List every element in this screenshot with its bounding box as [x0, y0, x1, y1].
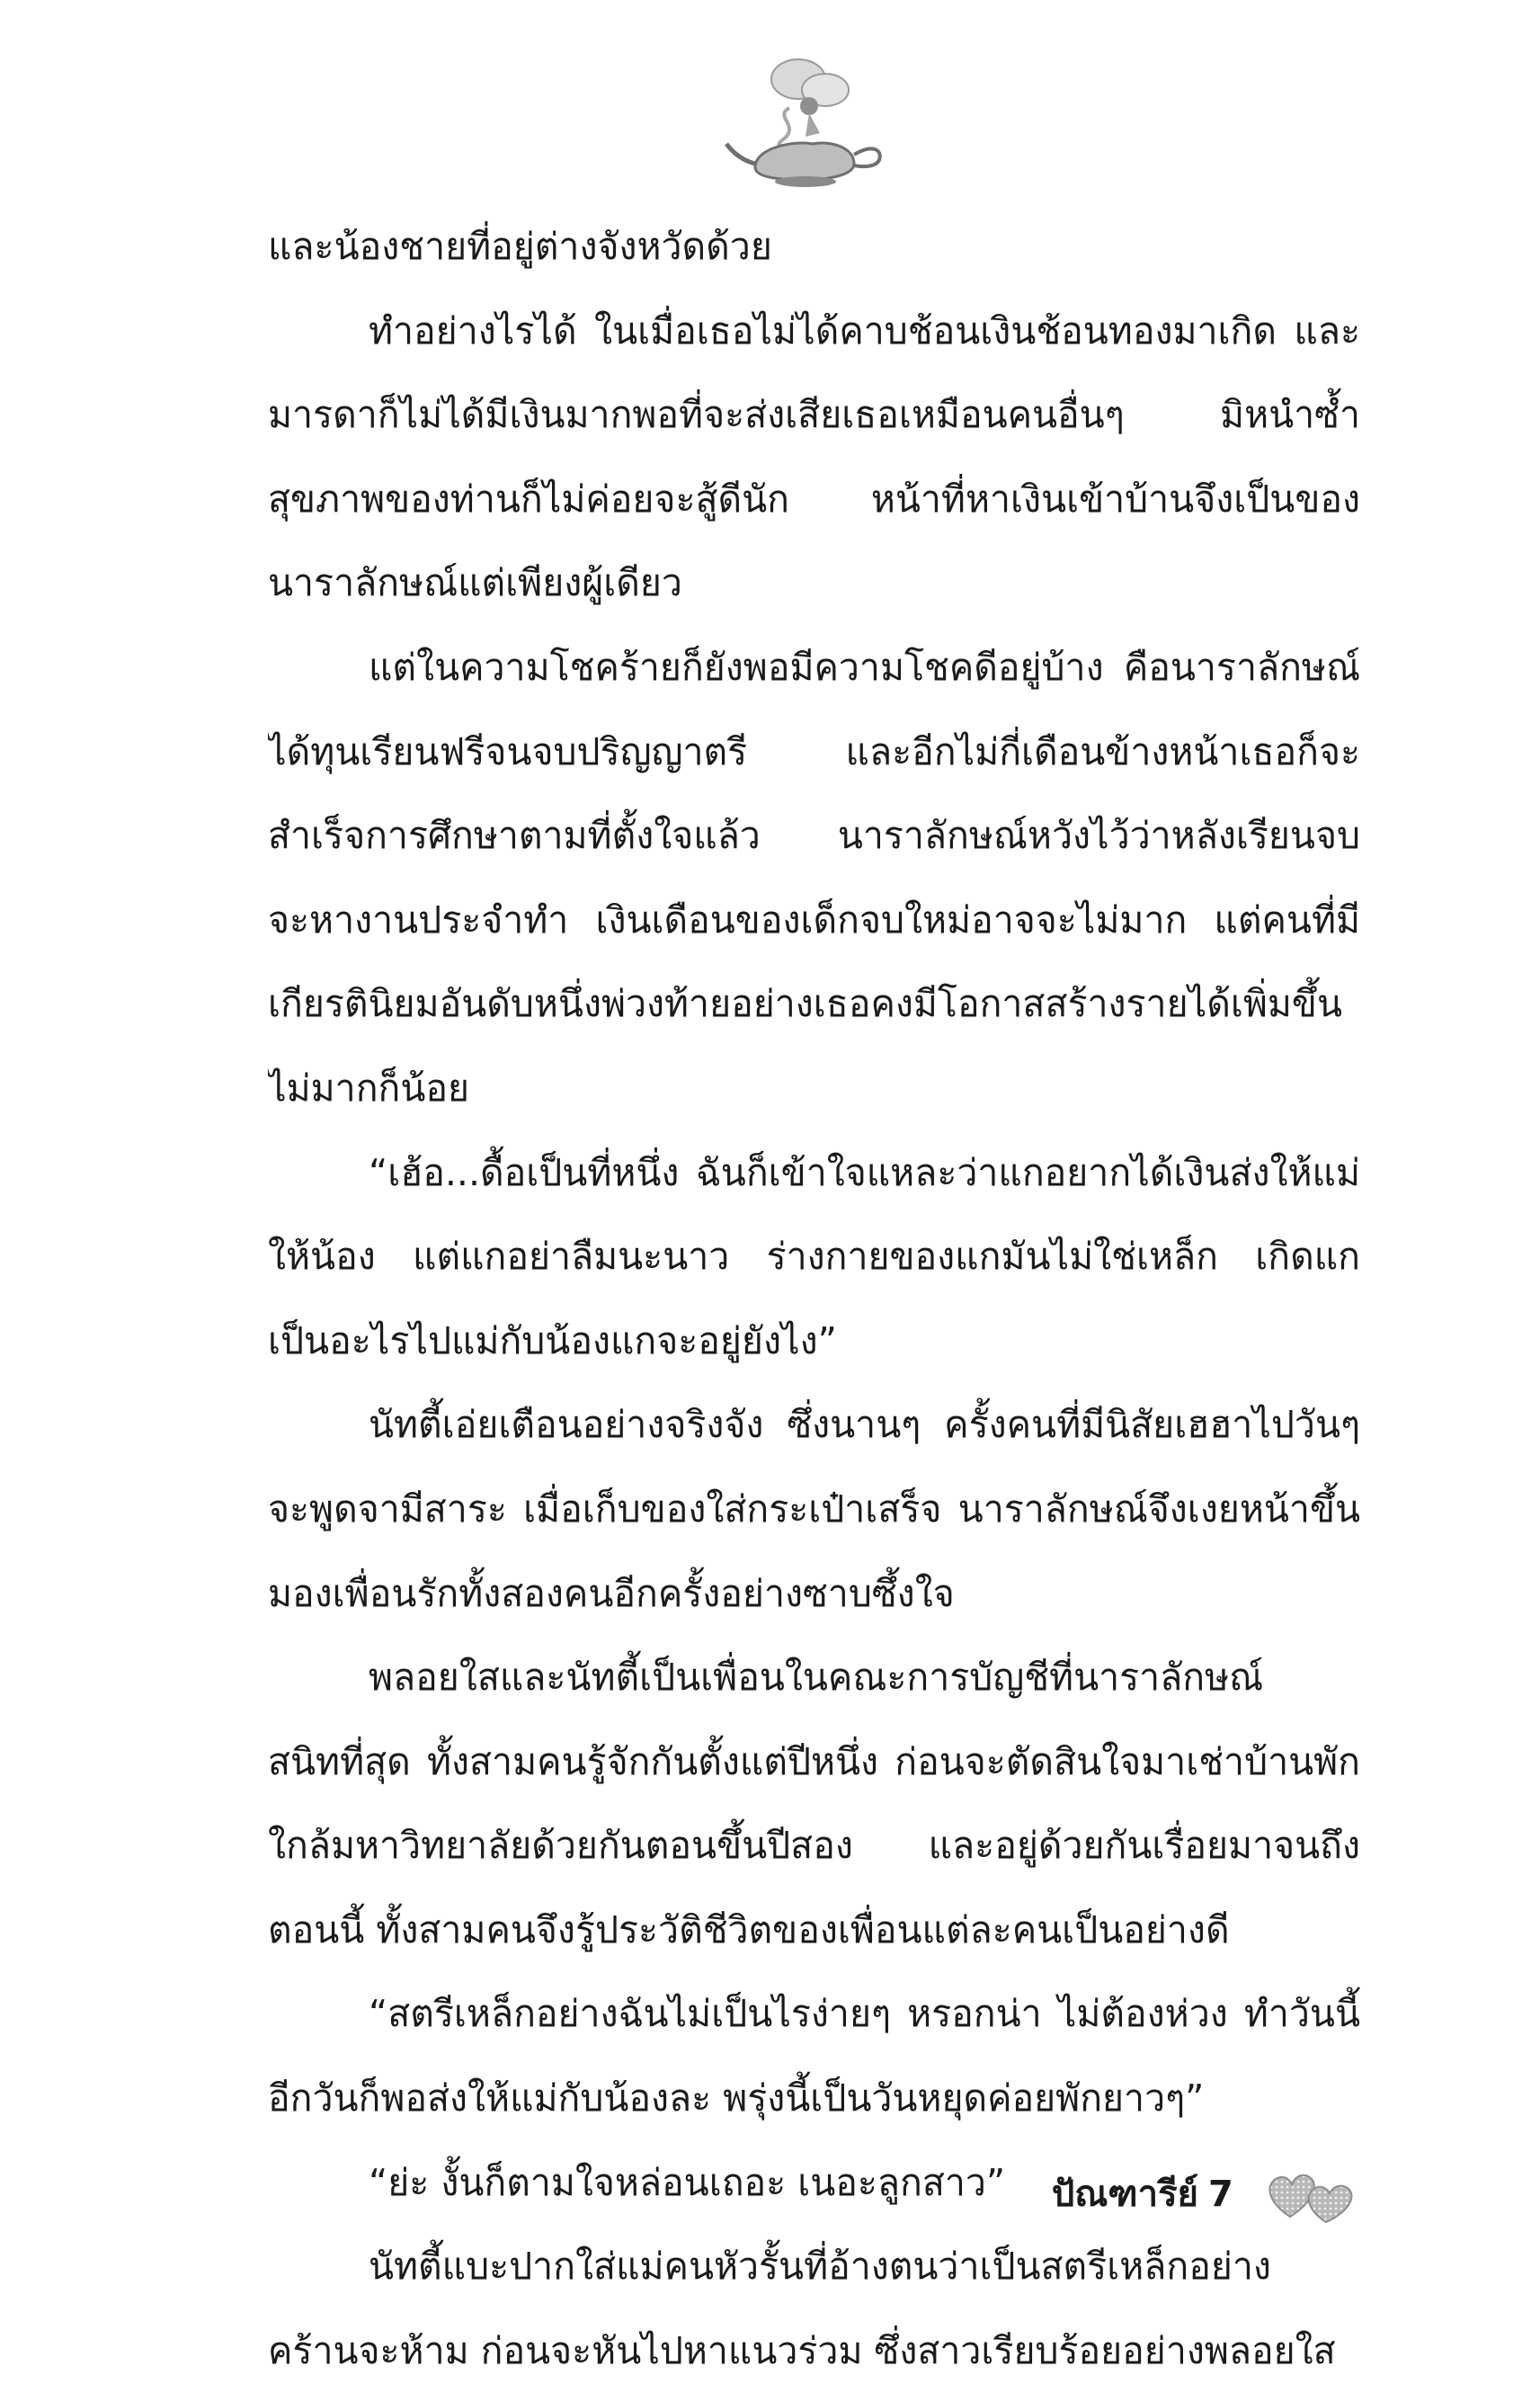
text-line: ตอนนี้ ทั้งสามคนจึงรู้ประวัติชีวิตของเพื่อนแต่ละคนเป็นอย่างดี [268, 1907, 1230, 1951]
text-line: และน้องชายที่อยู่ต่างจังหวัดด้วย [268, 225, 772, 268]
page-number: 7 [1208, 2174, 1233, 2215]
text-line: พลอยใสและนัทตี้เป็นเพื่อนในคณะการบัญชีที่นาราลักษณ์ [369, 1656, 1264, 1700]
fairy-lamp-icon [719, 54, 890, 189]
text-line: มองเพื่อนรักทั้งสองคนอีกครั้งอย่างซาบซึ้งใจ [268, 1571, 955, 1615]
text-line: มารดาก็ไม่ได้มีเงินมากพอที่จะส่งเสียเธอเหมือนคนอื่นๆ มิหนำซ้ำ [268, 393, 1360, 437]
text-line: นัทตี้แบะปากใส่แม่คนหัวรั้นที่อ้างตนว่าเป็นสตรีเหล็กอย่าง [369, 2245, 1271, 2289]
text-line: สนิทที่สุด ทั้งสามคนรู้จักกันตั้งแต่ปีหนึ่ง ก่อนจะตัดสินใจมาเช่าบ้านพัก [268, 1739, 1360, 1783]
text-line: ใกล้มหาวิทยาลัยด้วยกันตอนขึ้นปีสอง และอยู่ด้วยกันเรื่อยมาจนถึง [268, 1824, 1360, 1868]
text-line: เป็นอะไรไปแม่กับน้องแกจะอยู่ยังไง” [268, 1318, 837, 1362]
text-line: ทำอย่างไรได้ ในเมื่อเธอไม่ได้คาบช้อนเงินช้อนทองมาเกิด และ [369, 308, 1360, 353]
text-line: สำเร็จการศึกษาตามที่ตั้งใจแล้ว นาราลักษณ์หวังไว้ว่าหลังเรียนจบ [268, 814, 1360, 858]
text-line: สุขภาพของท่านก็ไม่ค่อยจะสู้ดีนัก หน้าที่หาเงินเข้าบ้านจึงเป็นของ [268, 477, 1360, 521]
text-line: คร้านจะห้าม ก่อนจะหันไปหาแนวร่วม ซึ่งสาวเรียบร้อยอย่างพลอยใส [268, 2328, 1336, 2372]
text-line: อีกวันก็พอส่งให้แม่กับน้องละ พรุ่งนี้เป็นวันหยุดค่อยพักยาวๆ” [268, 2076, 1205, 2121]
text-line: จะพูดจามีสาระ เมื่อเก็บของใส่กระเป๋าเสร็จ นาราลักษณ์จึงเงยหน้าขึ้น [268, 1487, 1360, 1531]
text-line: นาราลักษณ์แต่เพียงผู้เดียว [268, 561, 682, 605]
hearts-icon [1263, 2163, 1358, 2226]
text-line: ไม่มากก็น้อย [268, 1066, 470, 1110]
text-line: “เฮ้อ...ดื้อเป็นที่หนึ่ง ฉันก็เข้าใจแหละว่าแกอยากได้เงินส่งให้แม่ [369, 1150, 1360, 1194]
body-text [268, 205, 1360, 2393]
text-line: จะหางานประจำทำ เงินเดือนของเด็กจบใหม่อาจจะไม่มาก แต่คนที่มี [268, 897, 1360, 942]
text-line: “สตรีเหล็กอย่างฉันไม่เป็นไรง่ายๆ หรอกน่า ไม่ต้องห่วง ทำวันนี้ [369, 1992, 1360, 2036]
text-line: ให้น้อง แต่แกอย่าลืมนะนาว ร่างกายของแกมันไม่ใช่เหล็ก เกิดแก [268, 1235, 1360, 1279]
text-line: นัทตี้เอ่ยเตือนอย่างจริงจัง ซึ่งนานๆ ครั้งคนที่มีนิสัยเฮฮาไปวันๆ [369, 1403, 1360, 1447]
text-line: เกียรตินิยมอันดับหนึ่งพ่วงท้ายอย่างเธอคงมีโอกาสสร้างรายได้เพิ่มขึ้น [268, 982, 1342, 1026]
book-title: ปัณฑารีย์ [1051, 2174, 1198, 2215]
text-line: ได้ทุนเรียนฟรีจนจบปริญญาตรี และอีกไม่กี่เดือนข้างหน้าเธอก็จะ [268, 729, 1360, 773]
text-line: แต่ในความโชคร้ายก็ยังพอมีความโชคดีอยู่บ้าง คือนาราลักษณ์ [369, 645, 1360, 689]
text-line: “ย่ะ งั้นก็ตามใจหล่อนเถอะ เนอะลูกสาว” [369, 2160, 1006, 2204]
